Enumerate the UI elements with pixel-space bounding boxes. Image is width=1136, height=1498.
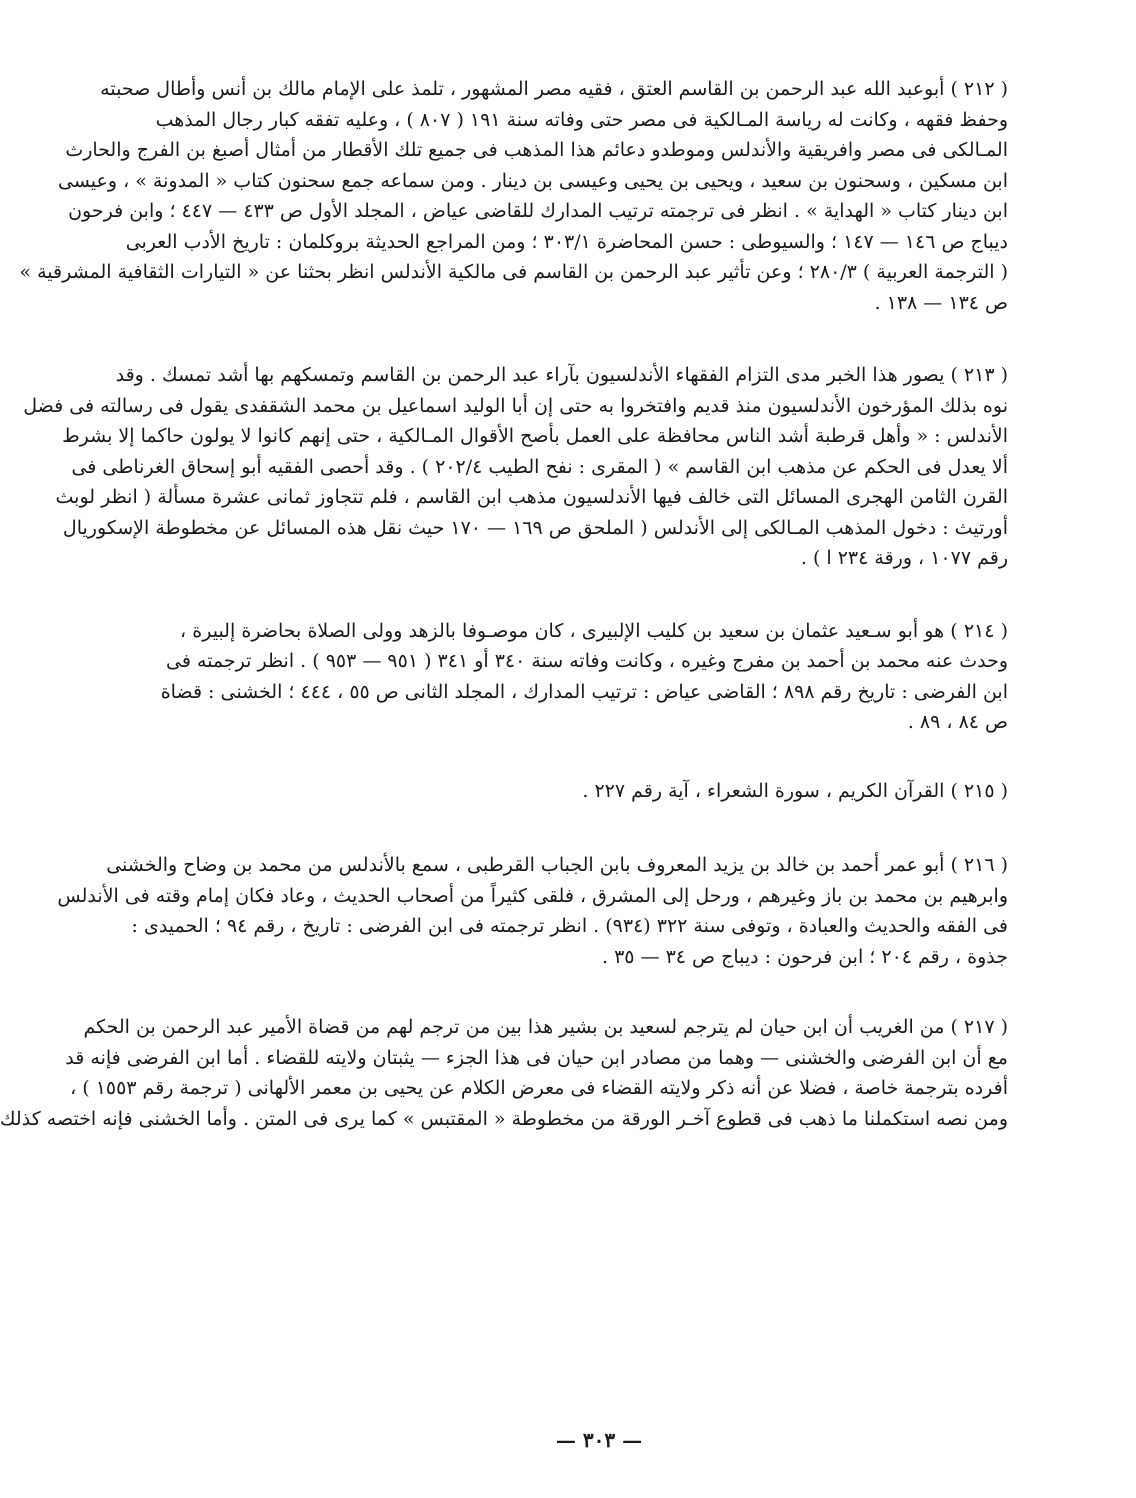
footnote-215	[180, 776, 1008, 807]
text-line: مع أن ابن الفرضى والخشنى — وهما من مصادر ابن حيان فى هذا الجزء — يثبتان ولايته للقضاء . أما ابن الفرضى فإنه قد	[65, 1046, 1008, 1069]
text-line: ( الترجمة العربية ) ٢٨٠/٣ ؛ وعن تأثير عبد الرحمن بن القاسم فى مالكية الأندلس انظر بحثنا عن « التيارات الثقافية المشرقية »	[19, 261, 1008, 283]
text-line: رقم ١٠٧٧ ، ورقة ٢٣٤ ا ) .	[800, 547, 1008, 569]
text-line: وحفظ فقهه ، وكانت له رياسة المـالكية فى مصر حتى وفاته سنة ١٩١ ( ٨٠٧ ) ، وعليه تفقه كبار رجال المذهب	[155, 108, 1008, 131]
text-line: القرن الثامن الهجرى المسائل التى خالف فيها الأندلسيون مذهب ابن القاسم ، فلم تتجاوز ثمانى عشرة مسألة ( انظر لوبث	[55, 486, 1008, 508]
text-line: فى الفقه والحديث والعبادة ، وتوفى سنة ٣٢٢ (٩٣٤) . انظر ترجمته فى ابن الفرضى : تاريخ ، رقم ٩٤ ؛ الحميدى :	[131, 915, 1008, 937]
footnote-214	[160, 616, 1008, 738]
text-line: أورتيث : دخول المذهب المـالكى إلى الأندلس ( الملحق ص ١٦٩ — ١٧٠ حيث نقل هذه المسائل عن مخطوطة الإسكوريال	[62, 516, 1008, 539]
footnote-212	[19, 74, 1008, 318]
text-line: ( ٢١٦ ) أبو عمر أحمد بن خالد بن يزيد المعروف بابن الجباب القرطبى ، سمع بالأندلس من محمد بن وضاح والخشنى	[106, 854, 1008, 876]
text-line: ( ٢١٣ ) يصور هذا الخبر مدى التزام الفقهاء الأندلسيون بآراء عبد الرحمن بن القاسم وتمسكهم بها أشد تمسك . وقد	[115, 364, 1008, 386]
page-content	[0, 74, 1008, 1134]
text-line: جذوة ، رقم ٢٠٤ ؛ ابن فرحون : ديباج ص ٣٤ — ٣٥ .	[601, 945, 1008, 968]
text-line: الأندلس : « وأهل قرطبة أشد الناس محافظة على العمل بأصح الأقوال المـالكية ، حتى إنهم كانوا لا يولون حاكما إلا بشرط	[62, 425, 1008, 447]
page-number: — ٣٠٣ —	[555, 1428, 643, 1452]
text-line: ابن مسكين ، وسحنون بن سعيد ، ويحيى بن يحيى وعيسى بن دينار . ومن سماعه جمع سحنون كتاب « المدونة » ، وعيسى	[58, 169, 1008, 192]
text-line: ومن نصه استكملنا ما ذهب فى قطوع آخـر الورقة من مخطوطة « المقتبس » كما يرى فى المتن . وأما الخشنى فإنه اختصه كذلك	[0, 1107, 1008, 1130]
text-line: المـالكى فى مصر وافريقية والأندلس وموطدو دعائم هذا المذهب فى جميع تلك الأقطار من أمثال أصبغ بن الفرج والحارث	[65, 139, 1008, 161]
text-line: أفرده بترجمة خاصة ، فضلا عن أنه ذكر ولايته القضاء فى معرض الكلام عن يحيى بن معمر الألهانى ( ترجمة رقم ١٥٥٣ ) ،	[70, 1077, 1008, 1099]
footnote-217	[0, 1012, 1008, 1134]
text-line: ( ٢١٥ ) القرآن الكريم ، سورة الشعراء ، آية رقم ٢٢٧ .	[582, 779, 1008, 802]
footnote-216	[57, 850, 1008, 972]
text-line: وحدث عنه محمد بن أحمد بن مفرج وغيره ، وكانت وفاته سنة ٣٤٠ أو ٣٤١ ( ٩٥١ — ٩٥٣ ) . انظر ترجمته فى	[166, 650, 1008, 672]
footnote-213	[23, 360, 1008, 574]
text-line: ديباج ص ١٤٦ — ١٤٧ ؛ والسيوطى : حسن المحاضرة ٣٠٣/١ ؛ ومن المراجع الحديثة بروكلمان : تاريخ الأدب العربى	[125, 230, 1008, 253]
text-line: ( ٢١٢ ) أبوعبد الله عبد الرحمن بن القاسم العتق ، فقيه مصر المشهور ، تلمذ على الإمام مالك بن أنس وأطال صحبته	[100, 78, 1008, 100]
text-line: نوه بذلك المؤرخون الأندلسيون منذ قديم وافتخروا به حتى إن أبا الوليد اسماعيل بن محمد الشقفدى يقول فى رسالته فى فضل	[23, 394, 1008, 417]
text-line: ألا يعدل فى الحكم عن مذهب ابن القاسم » ( المقرى : نفح الطيب ٢٠٢/٤ ) . وقد أحصى الفقيه أبو إسحاق الغرناطى فى	[71, 455, 1008, 478]
text-line: ابن الفرضى : تاريخ رقم ٨٩٨ ؛ القاضى عياض : ترتيب المدارك ، المجلد الثانى ص ٥٥ ، ٤٤٤ ؛ الخشنى : قضاة	[160, 680, 1008, 703]
text-line: ص ٨٤ ، ٨٩ .	[907, 711, 1008, 733]
text-line: ( ٢١٤ ) هو أبو سـعيد عثمان بن سعيد بن كليب الإلبيرى ، كان موصـوفا بالزهد وولى الصلاة بحاضرة إلبيرة ،	[180, 619, 1008, 642]
text-line: ابن دينار كتاب « الهداية » . انظر فى ترجمته ترتيب المدارك للقاضى عياض ، المجلد الأول ص ٤٣٣ — ٤٤٧ ؛ وابن فرحون	[68, 200, 1008, 222]
text-line: وابرهيم بن محمد بن باز وغيرهم ، ورحل إلى المشرق ، فلقى كثيراً من أصحاب الحديث ، وعاد فكان إمام وقته فى الأندلس	[57, 884, 1008, 907]
text-line: ص ١٣٤ — ١٣٨ .	[874, 291, 1008, 314]
text-line: ( ٢١٧ ) من الغريب أن ابن حيان لم يترجم لسعيد بن بشير هذا بين من ترجم لهم من قضاة الأمير عبد الرحمن بن الحكم	[83, 1016, 1008, 1038]
